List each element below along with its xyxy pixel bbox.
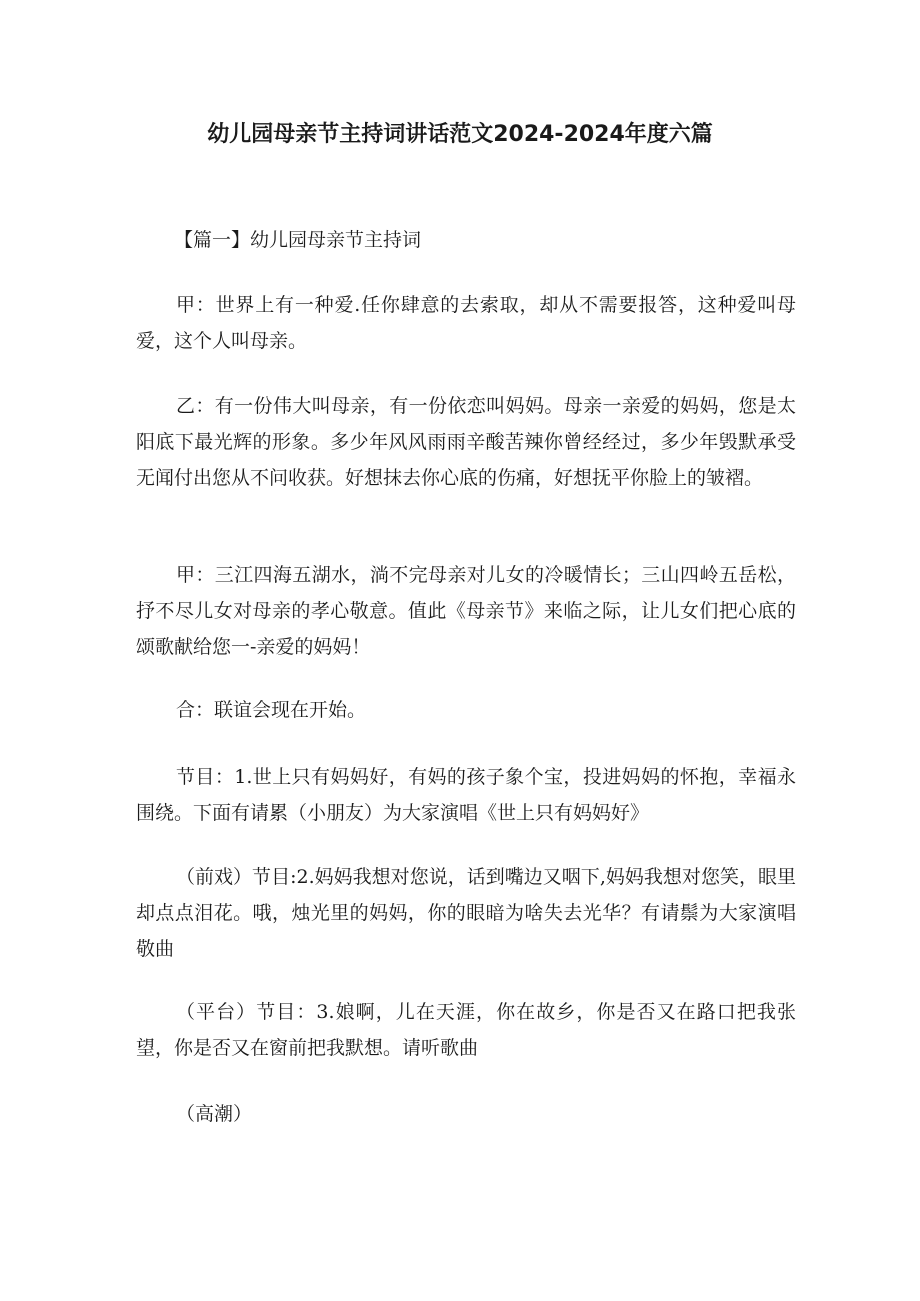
paragraph-program-2: （前戏）节目:2.妈妈我想对您说，话到嘴边又咽下,妈妈我想对您笑，眼里却点点泪花。哦，烛光里的妈妈，你的眼暗为啥失去光华？有请鬃为大家演唱敬曲: [136, 866, 796, 960]
paragraph-program-3: （平台）节目：3.娘啊，儿在天涯，你在故乡，你是否又在路口把我张望，你是否又在窗前把我默想。请听歌曲: [136, 1001, 796, 1059]
paragraph-climax: （高潮）: [176, 1103, 253, 1125]
paragraph-he: 合：联谊会现在开始。: [176, 699, 367, 721]
paragraph-yi: 乙：有一份伟大叫母亲，有一份依恋叫妈妈。母亲一亲爱的妈妈，您是太阳底下最光辉的形象。多少年风风雨雨辛酸苦辣你曾经经过，多少年毁默承受无闻付出您从不问收获。好想抹去你心底的伤痛，好想抚平你脸上的皱褶。: [136, 395, 796, 489]
document-title: 幼儿园母亲节主持词讲话范文2024-2024年度六篇: [207, 122, 713, 147]
paragraph-jia-2: 甲：三江四海五湖水，淌不完母亲对儿女的冷暖情长；三山四岭五岳松，抒不尽儿女对母亲的孝心敬意。值此《母亲节》来临之际，让儿女们把心底的颂歌献给您一-亲爱的妈妈！: [136, 564, 796, 658]
paragraph-program-1: 节目：1.世上只有妈妈好，有妈的孩子象个宝，投进妈妈的怀抱，幸福永围绕。下面有请累（小朋友）为大家演唱《世上只有妈妈好》: [136, 766, 796, 824]
paragraph-jia-1: 甲：世界上有一种爱.任你肆意的去索取，却从不需要报答，这种爱叫母爱，这个人叫母亲。: [136, 294, 796, 352]
section-heading: 【篇一】幼儿园母亲节主持词: [174, 229, 422, 251]
